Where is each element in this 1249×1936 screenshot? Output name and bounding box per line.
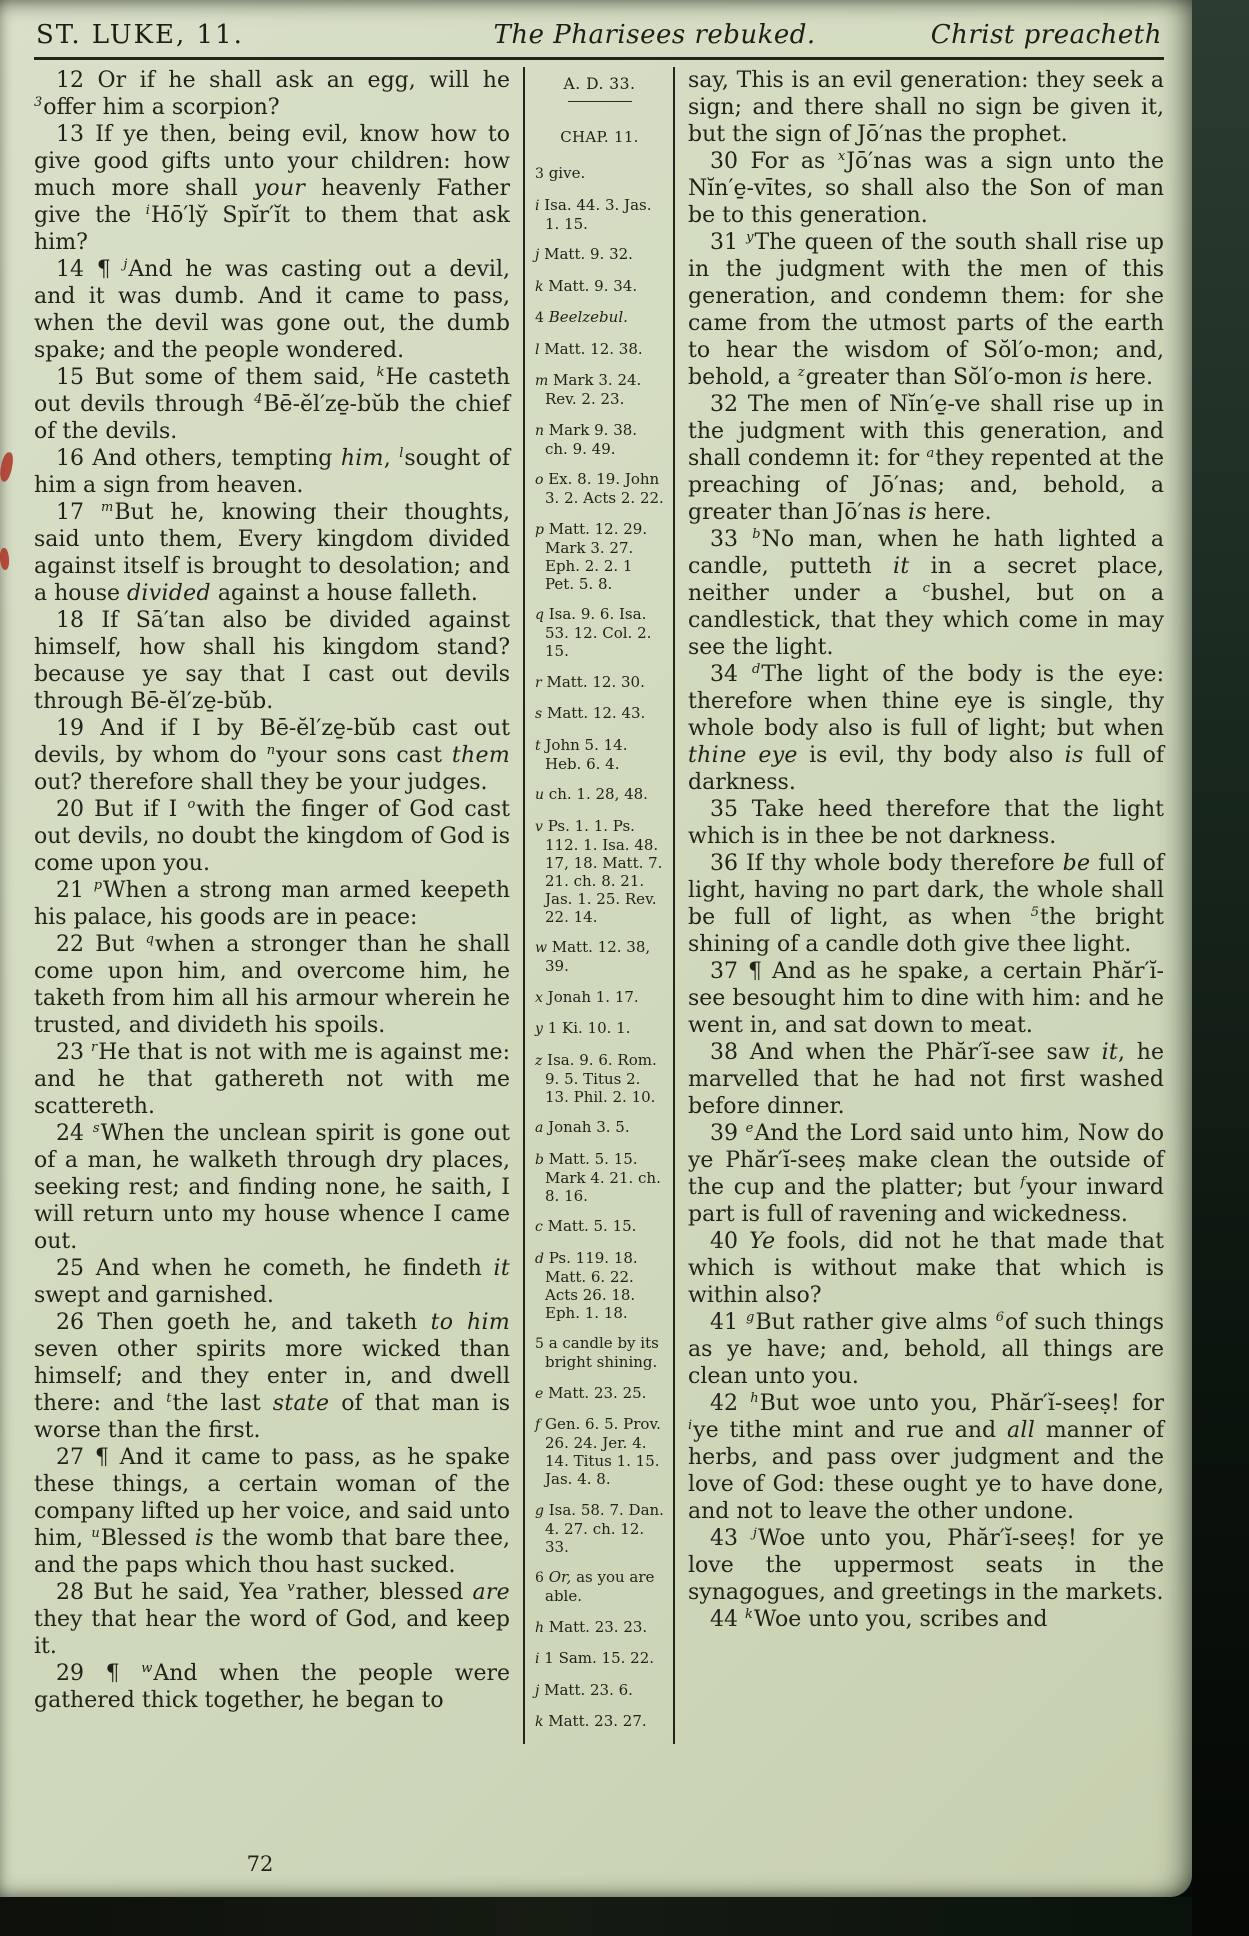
cross-reference-note: 3 give.	[535, 164, 586, 182]
verse-paragraph: 42 $^h$But woe unto you, Phăr′ĭ-seeṣ! for $^i$ye tithe mint and rue and all manner of herbs, and pass over judgment and the love of God: these ought ye to have done, and not to leave the other undone.	[688, 1390, 1164, 1524]
verse-paragraph: 23 $^r$He that is not with me is against me: and he that gathereth not with me scattereth.	[34, 1039, 510, 1119]
cross-reference-note: 5 a candle by its bright shining.	[535, 1334, 659, 1371]
date-rule	[568, 101, 632, 102]
verse-paragraph: 34 $^d$The light of the body is the eye: therefore when thine eye is single, thy whole body also is full of light; but when thine eye is evil, thy body also is full of darkness.	[688, 661, 1164, 795]
page-content	[34, 14, 1164, 1744]
verse-paragraph: 15 But some of them said, $^k$He casteth out devils through $^4$Bē-ĕl′ze̱-bŭb the chief of the devils.	[34, 364, 511, 444]
verse-paragraph: 12 Or if he shall ask an egg, will he $^3$offer him a scorpion?	[34, 68, 510, 120]
cross-reference-note: x Jonah 1. 17.	[535, 987, 639, 1006]
cross-reference-note: o Ex. 8. 19. John 3. 2. Acts 2. 22.	[535, 470, 664, 507]
running-head-right: Christ preacheth	[930, 20, 1162, 50]
verse-paragraph: 28 But he said, Yea $^v$rather, blessed are they that hear the word of God, and keep it.	[34, 1579, 510, 1659]
verse-paragraph: 18 If Sā′tan also be divided against himself, how shall his kingdom stand? because ye say that I cast out devils through Bē-ĕl′ze̱-bŭb.	[34, 608, 510, 714]
verse-paragraph: 40 Ye fools, did not he that made that which is without make that which is within also?	[688, 1229, 1164, 1308]
date-heading: A. D. 33.	[563, 75, 636, 93]
page-title: ST. LUKE, 11.	[36, 20, 244, 50]
verse-paragraph: 36 If thy whole body therefore be full of light, having no part dark, the whole shall be full of light, as when $^5$the bright shining of a candle doth give thee light.	[688, 851, 1164, 957]
cross-reference-note: 4 Beelzebul.	[535, 308, 628, 326]
right-text-column	[688, 67, 1164, 1744]
verse-paragraph: 39 $^e$And the Lord said unto him, Now do ye Phăr′ĭ-seeṣ make clean the outside of the cup and the platter; but $^f$your inward part is full of ravening and wickedness.	[688, 1120, 1164, 1227]
verse-paragraph: 17 $^m$But he, knowing their thoughts, said unto them, Every kingdom divided against itself is brought to desolation; and a house divided against a house falleth.	[34, 499, 510, 606]
cross-reference-note: u ch. 1. 28, 48.	[535, 785, 648, 803]
cross-reference-note: i Isa. 44. 3. Jas. 1. 15.	[535, 195, 652, 233]
text-columns	[34, 62, 1164, 1744]
cross-reference-note: b Matt. 5. 15. Mark 4. 21. ch. 8. 16.	[535, 1149, 661, 1205]
cross-reference-note: c Matt. 5. 15.	[535, 1217, 637, 1235]
verse-paragraph: 44 $^k$Woe unto you, scribes and	[710, 1606, 1048, 1632]
verse-paragraph: 21 $^p$When a strong man armed keepeth his palace, his goods are in peace:	[34, 877, 510, 930]
verse-paragraph: 41 $^g$But rather give alms $^6$of such things as ye have; and, behold, all things are clean unto you.	[688, 1309, 1164, 1389]
cross-reference-note: j Matt. 9. 32.	[535, 245, 633, 263]
cross-reference-note: w Matt. 12. 38, 39.	[535, 938, 651, 975]
cross-reference-note: z Isa. 9. 6. Rom. 9. 5. Titus 2. 13. Phil. 2. 10.	[535, 1050, 657, 1106]
cross-reference-note: n Mark 9. 38. ch. 9. 49.	[535, 420, 638, 458]
page-header	[34, 14, 1164, 57]
verse-paragraph: 14 ¶ $^j$And he was casting out a devil, and it was dumb. And it came to pass, when the devil was gone out, the dumb spake; and the people wondered.	[34, 256, 510, 363]
verse-paragraph: 24 $^s$When the unclean spirit is gone out of a man, he walketh through dry places, seeking rest; and finding none, he saith, I will return unto my house whence I came out.	[34, 1120, 510, 1254]
verse-paragraph: 43 $^j$Woe unto you, Phăr′ĭ-seeṣ! for ye love the uppermost seats in the synagogues, and greetings in the markets.	[688, 1525, 1164, 1605]
verse-paragraph: 26 Then goeth he, and taketh to him seven other spirits more wicked than himself; and they enter in, and dwell there: and $^t$the last state of that man is worse than the first.	[34, 1310, 510, 1443]
header-rule	[34, 57, 1164, 60]
cross-reference-note: p Matt. 12. 29. Mark 3. 27. Eph. 2. 2. 1 Pet. 5. 8.	[535, 519, 648, 593]
verse-paragraph: 16 And others, tempting him, $^l$sought of him a sign from heaven.	[34, 445, 510, 498]
running-head-left: The Pharisees rebuked.	[493, 20, 816, 50]
cross-reference-note: d Ps. 119. 18. Matt. 6. 22. Acts 26. 18. Eph. 1. 18.	[535, 1248, 638, 1322]
verse-paragraph: 25 And when he cometh, he findeth it swept and garnished.	[34, 1256, 510, 1308]
verse-paragraph: 27 ¶ And it came to pass, as he spake these things, a certain woman of the company lifted up her voice, and said unto him, $^u$Blessed is the womb that bare thee, and the paps which thou hast sucked.	[34, 1445, 510, 1578]
book-edge-bottom	[0, 1897, 1192, 1936]
verse-continuation: say, This is an evil generation: they seek a sign; and there shall no sign be given it, but the sign of Jō′nas the prophet.	[688, 68, 1164, 147]
cross-reference-note: 6 Or, as you are able.	[535, 1568, 655, 1605]
page-number: 72	[246, 1852, 274, 1876]
reference-entries	[535, 164, 664, 1731]
scan-artifact-red	[0, 548, 10, 571]
cross-reference-note: k Matt. 9. 34.	[535, 276, 638, 295]
chapter-heading: CHAP. 11.	[560, 128, 639, 146]
verse-paragraph: 22 But $^q$when a stronger than he shall come upon him, and overcome him, he taketh from him all his armour wherein he trusted, and divideth his spoils.	[34, 931, 510, 1038]
cross-reference-note: h Matt. 23. 23.	[535, 1617, 648, 1636]
verse-paragraph: 32 The men of Nĭn′e̱-ve shall rise up in the judgment with this generation, and shall condemn it: for $^a$they repented at the preaching of Jō′nas; and, behold, a greater than Jō′nas is here.	[688, 392, 1164, 525]
cross-reference-note: k Matt. 23. 27.	[535, 1712, 647, 1730]
cross-reference-note: e Matt. 23. 25.	[535, 1383, 647, 1402]
verse-paragraph: 35 Take heed therefore that the light which is in thee be not darkness.	[688, 797, 1164, 849]
verse-paragraph: 29 ¶ $^w$And when the people were gathered thick together, he began to	[34, 1660, 510, 1713]
cross-reference-note: m Mark 3. 24. Rev. 2. 23.	[535, 371, 642, 408]
left-text-column	[34, 67, 510, 1744]
book-edge-right	[1192, 0, 1249, 1936]
verse-paragraph: 38 And when the Phăr′ĭ-see saw it, he marvelled that he had not first washed before dinner.	[688, 1040, 1164, 1119]
cross-reference-note: q Isa. 9. 6. Isa. 53. 12. Col. 2. 15.	[535, 605, 652, 660]
verse-paragraph: 19 And if I by Bē-ĕl′ze̱-bŭb cast out devils, by whom do $^n$your sons cast them out? therefore shall they be your judges.	[34, 716, 510, 795]
cross-reference-note: a Jonah 3. 5.	[535, 1118, 630, 1136]
verse-paragraph: 31 $^y$The queen of the south shall rise up in the judgment with the men of this generation, and condemn them: for she came from the utmost parts of the earth to hear the wisdom of Sŏl′o-mon; and, behold, a $^z$greater than Sŏl′o-mon is here.	[688, 229, 1164, 390]
cross-reference-column	[523, 67, 675, 1744]
cross-reference-note: l Matt. 12. 38.	[535, 339, 643, 358]
verse-paragraph: 30 For as $^x$Jō′nas was a sign unto the Nĭn′e̱-vītes, so shall also the Son of man be to this generation.	[688, 148, 1164, 228]
cross-reference-note: f Gen. 6. 5. Prov. 26. 24. Jer. 4. 14. Titus 1. 15. Jas. 4. 8.	[535, 1415, 661, 1488]
verse-paragraph: 20 But if I $^o$with the finger of God cast out devils, no doubt the kingdom of God is come upon you.	[34, 796, 510, 876]
verse-paragraph: 33 $^b$No man, when he hath lighted a candle, putteth it in a secret place, neither under a $^c$bushel, but on a candlestick, that they which come in may see the light.	[688, 526, 1165, 660]
cross-reference-note: j Matt. 23. 6.	[535, 1680, 633, 1699]
cross-reference-note: r Matt. 12. 30.	[535, 672, 645, 691]
cross-reference-note: s Matt. 12. 43.	[535, 704, 646, 722]
cross-reference-note: t John 5. 14. Heb. 6. 4.	[535, 735, 628, 773]
cross-reference-note: i 1 Sam. 15. 22.	[535, 1649, 655, 1667]
verse-paragraph: 13 If ye then, being evil, know how to give good gifts unto your children: how much more shall your heavenly Father give the $^i$Hō′ly̆ Spĭr′ĭt to them that ask him?	[34, 122, 510, 255]
scan-artifact-red	[0, 451, 15, 482]
cross-reference-note: y 1 Ki. 10. 1.	[535, 1019, 631, 1037]
verse-paragraph: 37 ¶ And as he spake, a certain Phăr′ĭ-see besought him to dine with him: and he went in, and sat down to meat.	[688, 959, 1164, 1038]
cross-reference-note: g Isa. 58. 7. Dan. 4. 27. ch. 12. 33.	[535, 1500, 664, 1556]
cross-reference-note: v Ps. 1. 1. Ps. 112. 1. Isa. 48. 17, 18. Matt. 7. 21. ch. 8. 21. Jas. 1. 25. Rev. 22. 14.	[535, 816, 663, 926]
